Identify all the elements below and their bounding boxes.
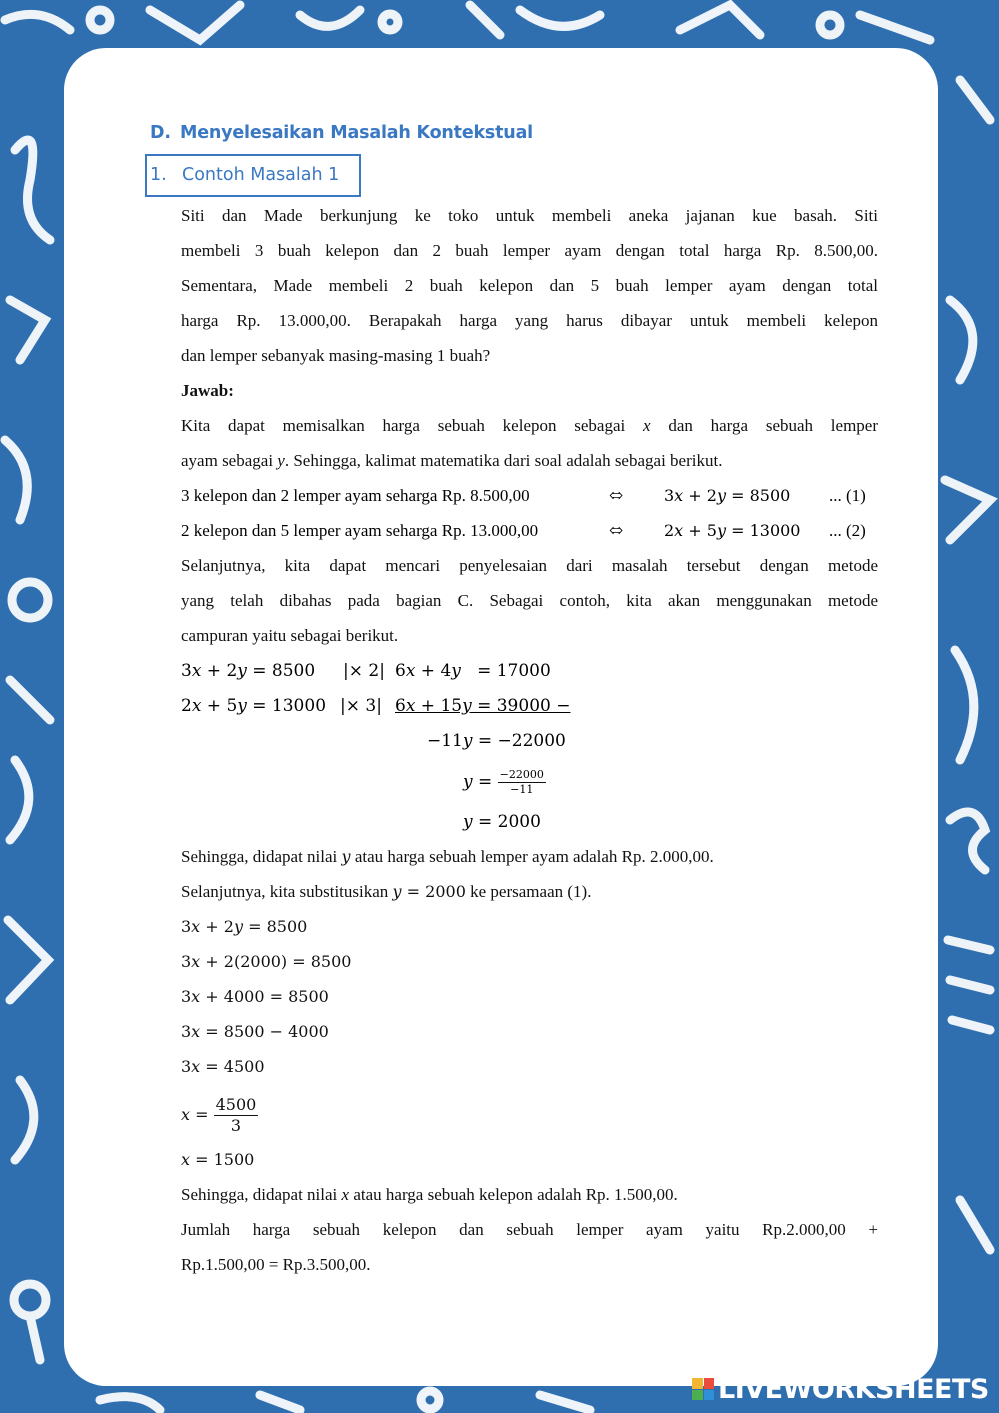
conclusion-y: Sehingga, didapat nilai 𝑦 atau harga sebuah lemper ayam adalah Rp. 2.000,00. [181,847,714,866]
section-heading: D. Menyelesaikan Masalah Kontekstual [150,123,533,143]
subsection-heading: 1. Contoh Masalah 1 [150,165,340,185]
problem-line: dan lemper sebanyak masing-masing 1 buah? [181,346,491,365]
answer-label: Jawab: [181,381,234,400]
liveworksheets-logo-text: LIVEWORKSHEETS [718,1373,989,1405]
model-row-2: 2 kelepon dan 5 lemper ayam seharga Rp. 13.000,00 ⬄ 2𝑥 + 5𝑦 = 13000 ... (2) [181,521,866,540]
model-row-1: 3 kelepon dan 2 lemper ayam seharga Rp. 8.500,00 ⬄ 3𝑥 + 2𝑦 = 8500 ... (1) [181,486,866,505]
content-body [181,200,878,1284]
conclusion-x: Sehingga, didapat nilai x atau harga sebuah kelepon adalah Rp. 1.500,00. [181,1185,678,1204]
method-line: Selanjutnya, kita dapat mencari penyelesaian dari masalah tersebut dengan metode [181,556,878,575]
elimination-row-1: 3𝑥 + 2𝑦 = 8500 |× 2| 6𝑥 + 4𝑦 = 17000 [181,661,551,681]
step-line: 3𝑥 + 2𝑦 = 8500 [181,917,308,936]
total-line-1: Jumlah harga sebuah kelepon dan sebuah lemper ayam yaitu Rp.2.000,00 + [181,1220,878,1239]
total-line-2: Rp.1.500,00 = Rp.3.500,00. [181,1255,371,1274]
problem-line: membeli 3 buah kelepon dan 2 buah lemper ayam dengan total harga Rp. 8.500,00. [181,241,878,260]
method-line: campuran yaitu sebagai berikut. [181,626,399,645]
intro-line-2: ayam sebagai y. Sehingga, kalimat matematika dari soal adalah sebagai berikut. [181,451,723,470]
problem-line: Sementara, Made membeli 2 buah kelepon dan 5 buah lemper ayam dengan total [181,276,878,295]
elimination-result: −11𝑦 = −22000 [427,731,566,751]
substitution-line: Selanjutnya, kita substitusikan 𝑦 = 2000 ke persamaan (1). [181,882,592,901]
liveworksheets-logo-icon [692,1378,714,1400]
x-value-row: 𝑥 = 1500 [181,1150,255,1169]
step-line: 3𝑥 = 4500 [181,1057,265,1076]
step-line: 3𝑥 = 8500 − 4000 [181,1022,329,1041]
problem-line: Siti dan Made berkunjung ke toko untuk membeli aneka jajanan kue basah. Siti [181,206,878,225]
step-line: 3𝑥 + 4000 = 8500 [181,987,329,1006]
problem-line: harga Rp. 13.000,00. Berapakah harga yang harus dibayar untuk membeli kelepon [181,311,878,330]
x-fraction-row: 𝑥 = $\frac{4500}{3}$ [181,1095,257,1135]
elimination-row-2: 2𝑥 + 5𝑦 = 13000 |× 3| 6𝑥 + 15𝑦 = 39000 − [181,696,571,716]
step-line: 3𝑥 + 2(2000) = 8500 [181,952,352,971]
method-line: yang telah dibahas pada bagian C. Sebagai contoh, kita akan menggunakan metode [181,591,878,610]
y-fraction-row: 𝑦 = $\frac{-22000}{-11}$ [463,768,544,796]
liveworksheets-logo [692,1374,989,1404]
y-fraction: $\frac{-22000}{-11}$ [499,768,544,796]
x-fraction: $\frac{4500}{3}$ [215,1095,257,1135]
y-value-row: 𝑦 = 2000 [463,812,541,832]
intro-line-1: Kita dapat memisalkan harga sebuah kelepon sebagai x dan harga sebuah lemper [181,416,879,435]
